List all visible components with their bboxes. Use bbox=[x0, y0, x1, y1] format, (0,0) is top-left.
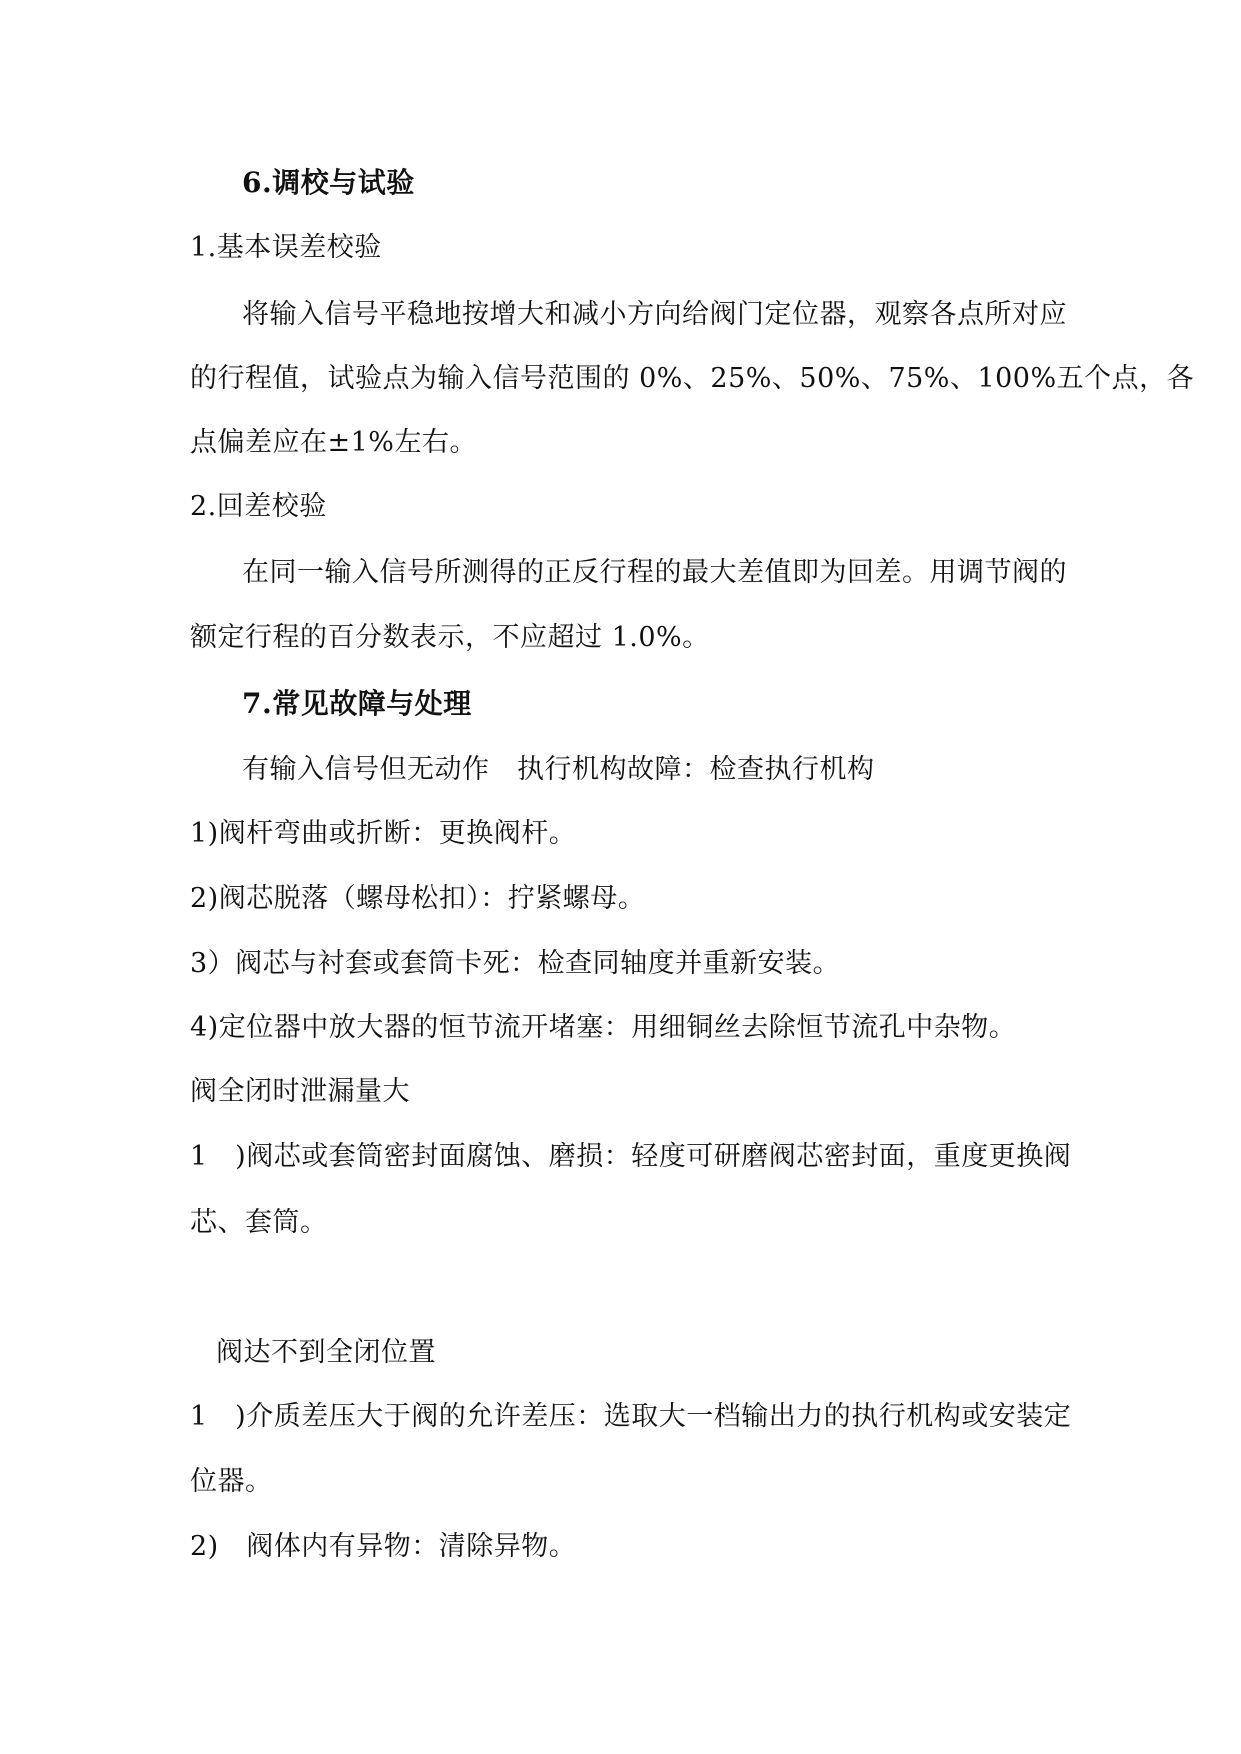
fault-3-item-1-line-2: 位器。 bbox=[190, 1466, 273, 1497]
fault-3-title: 阀达不到全闭位置 bbox=[216, 1337, 436, 1368]
section-6-title: 6.调校与试验 bbox=[242, 166, 415, 199]
fault-1-item-3: 3）阀芯与衬套或套筒卡死：检查同轴度并重新安装。 bbox=[190, 948, 841, 979]
fault-2-item-1-line-1: 1 )阀芯或套筒密封面腐蚀、磨损：轻度可研磨阀芯密封面，重度更换阀 bbox=[190, 1141, 1072, 1172]
item-2-paragraph-line-1: 在同一输入信号所测得的正反行程的最大差值即为回差。用调节阀的 bbox=[242, 557, 1067, 588]
fault-1-title: 有输入信号但无动作 执行机构故障：检查执行机构 bbox=[242, 754, 875, 785]
item-1-paragraph-line-1: 将输入信号平稳地按增大和减小方向给阀门定位器，观察各点所对应 bbox=[242, 299, 1067, 330]
item-2-title: 2.回差校验 bbox=[190, 491, 327, 522]
fault-3-item-1-line-1: 1 )介质差压大于阀的允许差压：选取大一档输出力的执行机构或安装定 bbox=[190, 1401, 1072, 1432]
item-1-paragraph-line-2: 的行程值，试验点为输入信号范围的 0%、25%、50%、75%、100%五个点，各 bbox=[190, 363, 1195, 394]
fault-2-item-1-line-2: 芯、套筒。 bbox=[190, 1207, 328, 1238]
item-1-paragraph-line-3: 点偏差应在±1%左右。 bbox=[190, 427, 477, 458]
fault-3-item-2: 2) 阀体内有异物：清除异物。 bbox=[190, 1531, 577, 1562]
item-2-paragraph-line-2: 额定行程的百分数表示，不应超过 1.0%。 bbox=[190, 622, 710, 653]
fault-1-item-4: 4)定位器中放大器的恒节流开堵塞：用细铜丝去除恒节流孔中杂物。 bbox=[190, 1012, 1017, 1043]
fault-2-title: 阀全闭时泄漏量大 bbox=[190, 1076, 410, 1107]
item-1-title: 1.基本误差校验 bbox=[190, 232, 382, 263]
section-7-title: 7.常见故障与处理 bbox=[242, 687, 472, 720]
fault-1-item-2: 2)阀芯脱落（螺母松扣）：拧紧螺母。 bbox=[190, 883, 646, 914]
fault-1-item-1: 1)阀杆弯曲或折断：更换阀杆。 bbox=[190, 818, 577, 849]
